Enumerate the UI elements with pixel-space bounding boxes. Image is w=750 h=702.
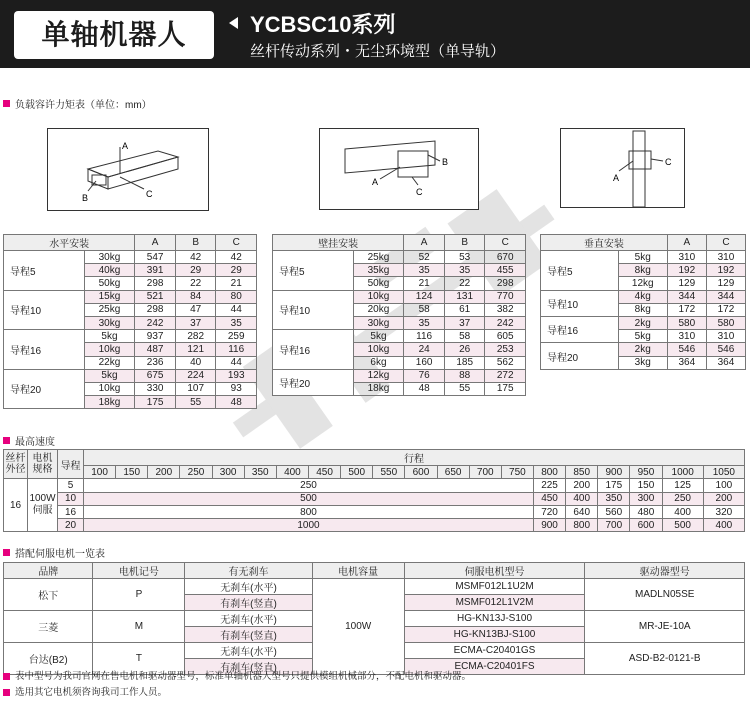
- horizontal-rail-icon: [48, 129, 208, 210]
- table-header: 电机规格: [28, 450, 58, 479]
- moment-cell: 80: [216, 290, 257, 303]
- speed-cell: 150: [630, 479, 662, 492]
- moment-cell: 22: [444, 277, 485, 290]
- load-cell: 6kg: [353, 356, 404, 369]
- speed-cell: 100: [703, 479, 744, 492]
- table-row: [273, 251, 526, 264]
- moment-cell: 253: [485, 343, 526, 356]
- moment-cell: 344: [667, 290, 706, 303]
- moment-cell: 160: [404, 356, 445, 369]
- section-title: 最高速度: [15, 437, 55, 448]
- speed-cell: 300: [630, 492, 662, 505]
- moment-cell: 35: [404, 316, 445, 329]
- load-cell: 5kg: [618, 330, 667, 343]
- lead-cell: 20: [58, 519, 84, 532]
- load-cell: 40kg: [84, 264, 135, 277]
- load-cell: 25kg: [84, 303, 135, 316]
- moment-cell: 675: [135, 369, 176, 382]
- servo-model-cell: MSMF012L1U2M: [404, 579, 585, 595]
- moment-cell: 58: [444, 330, 485, 343]
- bullet-square-icon: [3, 689, 10, 696]
- moment-cell: 185: [444, 356, 485, 369]
- moment-cell: 310: [706, 251, 745, 264]
- stroke-header: 550: [373, 466, 405, 479]
- speed-cell: 225: [533, 479, 565, 492]
- table-body: [4, 479, 745, 532]
- lead-label: 导程5: [4, 251, 85, 291]
- table-header: C: [706, 235, 745, 251]
- brake-cell: 无刹车(水平): [185, 579, 312, 595]
- table-body: [541, 251, 746, 370]
- load-cell: 10kg: [84, 382, 135, 395]
- stroke-header: 800: [533, 466, 565, 479]
- lead-cell: 10: [58, 492, 84, 505]
- stroke-header: 500: [341, 466, 373, 479]
- moment-cell: 224: [175, 369, 216, 382]
- table-row: [273, 290, 526, 303]
- table-row: [4, 330, 257, 343]
- label-b: B: [82, 193, 89, 203]
- moment-cell: 52: [404, 251, 445, 264]
- series-code: YCBSC10系列: [250, 12, 396, 37]
- load-cell: 5kg: [353, 330, 404, 343]
- moment-cell: 53: [444, 251, 485, 264]
- vertical-mount-diagram: [560, 128, 685, 208]
- lead-label: 导程5: [273, 251, 354, 291]
- speed-cell: 200: [566, 479, 598, 492]
- moment-cell: 21: [404, 277, 445, 290]
- speed-cell: 700: [598, 519, 630, 532]
- lead-label: 导程10: [541, 290, 619, 316]
- load-cell: 10kg: [84, 343, 135, 356]
- lead-label: 导程10: [4, 290, 85, 330]
- speed-cell: 320: [703, 505, 744, 518]
- moment-cell: 44: [216, 303, 257, 316]
- table-header: 壁挂安装: [273, 235, 404, 251]
- moment-cell: 47: [175, 303, 216, 316]
- stroke-header: 850: [566, 466, 598, 479]
- table-header: A: [667, 235, 706, 251]
- brake-cell: 有刹车(竖直): [185, 627, 312, 643]
- moment-cell: 55: [444, 382, 485, 395]
- table-body: [4, 251, 257, 409]
- table-header: C: [216, 235, 257, 251]
- moment-cell: 40: [175, 356, 216, 369]
- table-header: A: [404, 235, 445, 251]
- brake-cell: 无刹车(水平): [185, 643, 312, 659]
- servo-model-cell: MSMF012L1V2M: [404, 595, 585, 611]
- table-row: [273, 369, 526, 382]
- label-a: A: [613, 173, 620, 183]
- load-cell: 10kg: [353, 290, 404, 303]
- table-body: [4, 579, 745, 675]
- table-header: 品牌: [4, 563, 93, 579]
- moment-cell: 172: [667, 303, 706, 316]
- servo-model-cell: ECMA-C20401GS: [404, 643, 585, 659]
- load-cell: 30kg: [84, 316, 135, 329]
- horizontal-mount-table: [3, 234, 257, 409]
- moment-cell: 76: [404, 369, 445, 382]
- moment-cell: 242: [485, 316, 526, 329]
- table-header: 水平安装: [4, 235, 135, 251]
- brand-cell: 三菱: [4, 611, 93, 643]
- load-cell: 25kg: [353, 251, 404, 264]
- load-cell: 2kg: [618, 343, 667, 356]
- table-header: 电机容量: [312, 563, 404, 579]
- motor-code-cell: M: [93, 611, 185, 643]
- table-row: [273, 330, 526, 343]
- load-cell: 50kg: [353, 277, 404, 290]
- servo-model-cell: HG-KN13J-S100: [404, 611, 585, 627]
- speed-cell: 125: [662, 479, 703, 492]
- moment-cell: 242: [135, 316, 176, 329]
- moment-cell: 24: [404, 343, 445, 356]
- moment-cell: 37: [175, 316, 216, 329]
- label-a: A: [372, 177, 379, 187]
- moment-cell: 310: [667, 251, 706, 264]
- load-cell: 5kg: [618, 251, 667, 264]
- moment-cell: 670: [485, 251, 526, 264]
- driver-model-cell: ASD-B2-0121-B: [585, 643, 745, 675]
- stroke-header: 250: [180, 466, 212, 479]
- vertical-rail-icon: [561, 129, 684, 207]
- table-row: [541, 290, 746, 303]
- section-title: 负载容许力矩表（单位：mm）: [15, 100, 152, 111]
- moment-cell: 310: [706, 330, 745, 343]
- moment-cell: 236: [135, 356, 176, 369]
- load-cell: 30kg: [353, 316, 404, 329]
- moment-cell: 382: [485, 303, 526, 316]
- table-row: [4, 479, 745, 492]
- moment-cell: 116: [404, 330, 445, 343]
- note-item: [3, 685, 471, 701]
- load-cell: 35kg: [353, 264, 404, 277]
- vertical-mount-table: [540, 234, 746, 370]
- speed-cell: 900: [533, 519, 565, 532]
- stroke-header: 600: [405, 466, 437, 479]
- moment-cell: 562: [485, 356, 526, 369]
- speed-cell: 640: [566, 505, 598, 518]
- moment-cell: 193: [216, 369, 257, 382]
- lead-label: 导程20: [4, 369, 85, 409]
- load-cell: 30kg: [84, 251, 135, 264]
- lead-label: 导程16: [273, 330, 354, 370]
- moment-cell: 93: [216, 382, 257, 395]
- table-row: [4, 519, 745, 532]
- table-row: [4, 579, 745, 595]
- moment-cell: 29: [175, 264, 216, 277]
- moment-cell: 487: [135, 343, 176, 356]
- brake-cell: 有刹车(竖直): [185, 659, 312, 675]
- stroke-header: 750: [501, 466, 533, 479]
- stroke-header: 900: [598, 466, 630, 479]
- bullet-square-icon: [3, 437, 10, 444]
- moment-cell: 124: [404, 290, 445, 303]
- moment-cell: 48: [216, 396, 257, 409]
- moment-cell: 42: [175, 251, 216, 264]
- speed-cell: 200: [703, 492, 744, 505]
- load-cell: 18kg: [353, 382, 404, 395]
- moment-cell: 42: [216, 251, 257, 264]
- moment-cell: 259: [216, 330, 257, 343]
- table-header: 有无刹车: [185, 563, 312, 579]
- moment-cell: 55: [175, 396, 216, 409]
- moment-cell: 391: [135, 264, 176, 277]
- driver-model-cell: MADLN05SE: [585, 579, 745, 611]
- speed-cell: 480: [630, 505, 662, 518]
- load-cell: 50kg: [84, 277, 135, 290]
- label-b: B: [442, 157, 449, 167]
- moment-cell: 192: [667, 264, 706, 277]
- lead-label: 导程20: [541, 343, 619, 369]
- moment-cell: 129: [706, 277, 745, 290]
- speed-cell: 600: [630, 519, 662, 532]
- moment-cell: 175: [485, 382, 526, 395]
- moment-cell: 330: [135, 382, 176, 395]
- stroke-header: 100: [84, 466, 116, 479]
- lead-cell: 16: [58, 505, 84, 518]
- lead-label: 导程16: [4, 330, 85, 370]
- lead-label: 导程10: [273, 290, 354, 330]
- wall-mount-diagram: [319, 128, 479, 210]
- moment-cell: 58: [404, 303, 445, 316]
- moment-cell: 580: [706, 316, 745, 329]
- moment-cell: 521: [135, 290, 176, 303]
- load-cell: 22kg: [84, 356, 135, 369]
- stroke-header: 700: [469, 466, 501, 479]
- moment-cell: 35: [216, 316, 257, 329]
- driver-model-cell: MR-JE-10A: [585, 611, 745, 643]
- wall-rail-icon: [320, 129, 478, 209]
- speed-cell: 250: [662, 492, 703, 505]
- table-row: [541, 343, 746, 356]
- moment-cell: 546: [667, 343, 706, 356]
- table-header: 伺服电机型号: [404, 563, 585, 579]
- load-cell: 10kg: [353, 343, 404, 356]
- stroke-header: 950: [630, 466, 662, 479]
- moment-cell: 44: [216, 356, 257, 369]
- load-cell: 15kg: [84, 290, 135, 303]
- bullet-square-icon: [3, 673, 10, 680]
- table-header: 导程: [58, 450, 84, 479]
- capacity-cell: 100W: [312, 579, 404, 675]
- table-header: C: [485, 235, 526, 251]
- moment-cell: 175: [135, 396, 176, 409]
- stroke-header: 1050: [703, 466, 744, 479]
- load-cell: 12kg: [353, 369, 404, 382]
- table-row: [541, 316, 746, 329]
- lead-label: 导程5: [541, 251, 619, 291]
- speed-cell: 800: [566, 519, 598, 532]
- bullet-square-icon: [3, 100, 10, 107]
- moment-cell: 35: [404, 264, 445, 277]
- section-motor-list: [3, 545, 105, 560]
- screw-diameter: 16: [4, 479, 28, 532]
- moment-cell: 770: [485, 290, 526, 303]
- moment-cell: 364: [667, 356, 706, 369]
- motor-code-cell: P: [93, 579, 185, 611]
- speed-cell: 500: [662, 519, 703, 532]
- speed-cell: 500: [84, 492, 534, 505]
- speed-cell: 400: [662, 505, 703, 518]
- wall-mount-table: [272, 234, 526, 396]
- lead-label: 导程16: [541, 316, 619, 342]
- speed-cell: 250: [84, 479, 534, 492]
- stroke-header: 650: [437, 466, 469, 479]
- lead-cell: 5: [58, 479, 84, 492]
- table-header: 行程: [84, 450, 745, 466]
- table-row: [4, 251, 257, 264]
- moment-cell: 116: [216, 343, 257, 356]
- stroke-header-row: [4, 466, 745, 479]
- moment-cell: 298: [135, 277, 176, 290]
- moment-cell: 88: [444, 369, 485, 382]
- label-c: C: [416, 187, 423, 197]
- moment-cell: 29: [216, 264, 257, 277]
- moment-cell: 84: [175, 290, 216, 303]
- lead-label: 导程20: [273, 369, 354, 395]
- motor-list-table: [3, 562, 745, 675]
- stroke-header: 400: [276, 466, 308, 479]
- brake-cell: 无刹车(水平): [185, 611, 312, 627]
- load-cell: 3kg: [618, 356, 667, 369]
- speed-cell: 450: [533, 492, 565, 505]
- load-cell: 5kg: [84, 330, 135, 343]
- moment-cell: 310: [667, 330, 706, 343]
- note-item: [3, 669, 471, 685]
- moment-cell: 547: [135, 251, 176, 264]
- note-text: 选用其它电机须咨询我司工作人员。: [15, 687, 168, 698]
- motor-spec: 100W伺服: [28, 479, 58, 532]
- label-c: C: [665, 157, 672, 167]
- load-cell: 18kg: [84, 396, 135, 409]
- triangle-arrow-icon: [229, 17, 238, 29]
- moment-cell: 455: [485, 264, 526, 277]
- moment-cell: 121: [175, 343, 216, 356]
- moment-cell: 26: [444, 343, 485, 356]
- speed-cell: 350: [598, 492, 630, 505]
- moment-cell: 298: [135, 303, 176, 316]
- moment-cell: 192: [706, 264, 745, 277]
- speed-cell: 175: [598, 479, 630, 492]
- label-a: A: [122, 141, 129, 151]
- bullet-square-icon: [3, 549, 10, 556]
- servo-model-cell: HG-KN13BJ-S100: [404, 627, 585, 643]
- load-cell: 20kg: [353, 303, 404, 316]
- section-max-speed: [3, 433, 55, 448]
- servo-model-cell: ECMA-C20401FS: [404, 659, 585, 675]
- stroke-header: 1000: [662, 466, 703, 479]
- notes: [3, 669, 471, 701]
- moment-cell: 61: [444, 303, 485, 316]
- table-header: 垂直安装: [541, 235, 668, 251]
- moment-cell: 580: [667, 316, 706, 329]
- moment-cell: 22: [175, 277, 216, 290]
- section-title: 搭配伺服电机一览表: [15, 549, 105, 560]
- moment-cell: 35: [444, 264, 485, 277]
- moment-cell: 937: [135, 330, 176, 343]
- load-cell: 8kg: [618, 264, 667, 277]
- load-cell: 4kg: [618, 290, 667, 303]
- moment-cell: 48: [404, 382, 445, 395]
- speed-cell: 400: [703, 519, 744, 532]
- stroke-header: 200: [148, 466, 180, 479]
- moment-cell: 605: [485, 330, 526, 343]
- table-header: A: [135, 235, 176, 251]
- horizontal-mount-diagram: [47, 128, 209, 211]
- load-cell: 2kg: [618, 316, 667, 329]
- table-header: B: [444, 235, 485, 251]
- moment-cell: 272: [485, 369, 526, 382]
- table-body: [273, 251, 526, 396]
- stroke-header: 300: [212, 466, 244, 479]
- moment-cell: 298: [485, 277, 526, 290]
- brand-cell: 松下: [4, 579, 93, 611]
- brake-cell: 有刹车(竖直): [185, 595, 312, 611]
- table-header: B: [175, 235, 216, 251]
- section-load-moment: [3, 96, 152, 111]
- speed-cell: 1000: [84, 519, 534, 532]
- moment-cell: 21: [216, 277, 257, 290]
- page-header: [0, 0, 750, 68]
- stroke-header: 150: [116, 466, 148, 479]
- brand-cell: 台达(B2): [4, 643, 93, 675]
- table-row: [4, 369, 257, 382]
- moment-cell: 172: [706, 303, 745, 316]
- table-row: [4, 492, 745, 505]
- table-header: 电机记号: [93, 563, 185, 579]
- speed-cell: 800: [84, 505, 534, 518]
- speed-cell: 720: [533, 505, 565, 518]
- table-row: [541, 251, 746, 264]
- moment-cell: 282: [175, 330, 216, 343]
- moment-cell: 37: [444, 316, 485, 329]
- badge-text: 单轴机器人: [41, 19, 187, 50]
- load-cell: 8kg: [618, 303, 667, 316]
- table-row: [4, 505, 745, 518]
- motor-header-row: [4, 563, 745, 579]
- moment-cell: 546: [706, 343, 745, 356]
- product-badge: [14, 11, 214, 59]
- table-header: 驱动器型号: [585, 563, 745, 579]
- stroke-header: 450: [308, 466, 340, 479]
- stroke-header: 350: [244, 466, 276, 479]
- note-text: 表中型号为我司官网在售电机和驱动器型号，标准单轴机器人型号只提供模组机械部分，不配电机和驱动器。: [15, 671, 472, 682]
- series-subtitle: 丝杆传动系列・无尘环境型（单导轨）: [250, 43, 506, 60]
- table-row: [4, 290, 257, 303]
- speed-cell: 400: [566, 492, 598, 505]
- label-c: C: [146, 189, 153, 199]
- max-speed-table: [3, 449, 745, 532]
- speed-cell: 560: [598, 505, 630, 518]
- moment-cell: 107: [175, 382, 216, 395]
- moment-cell: 131: [444, 290, 485, 303]
- load-cell: 12kg: [618, 277, 667, 290]
- moment-cell: 344: [706, 290, 745, 303]
- load-cell: 5kg: [84, 369, 135, 382]
- moment-cell: 129: [667, 277, 706, 290]
- table-header: 丝杆外径: [4, 450, 28, 479]
- moment-cell: 364: [706, 356, 745, 369]
- motor-code-cell: T: [93, 643, 185, 675]
